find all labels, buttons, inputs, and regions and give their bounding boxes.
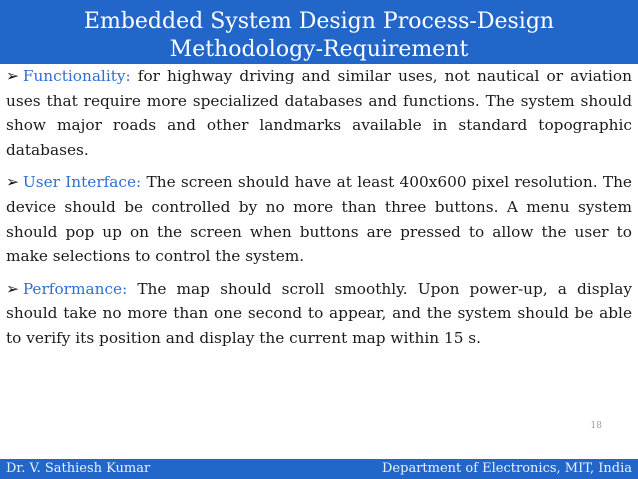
footer-bar xyxy=(0,459,638,479)
bullet-text: The map should scroll smoothly. Upon power-up, a display should take no more than one second to appear, and the system should be able to verify its position and display the current map within 15 s. xyxy=(6,279,632,347)
slide-title-line-2: Methodology-Requirement xyxy=(169,37,469,62)
slide-title xyxy=(0,8,638,64)
page-number: 18 xyxy=(590,421,602,431)
bullet-term: User Interface: xyxy=(22,173,142,192)
arrow-bullet-icon: ➢ xyxy=(6,67,19,85)
arrow-bullet-icon: ➢ xyxy=(6,279,19,298)
slide-content xyxy=(6,64,632,351)
title-bar xyxy=(0,0,638,64)
bullet-user-interface xyxy=(6,170,632,268)
bullet-text: The screen should have at least 400x600 pixel resolution. The device should be controlled by no more than three buttons. A menu system should pop up on the screen when buttons are pressed to allow the user to make selections to control the system. xyxy=(6,173,632,266)
bullet-text: for highway driving and similar uses, not nautical or aviation uses that require more specialized databases and functions. The system should show major roads and other landmarks available in standard topographic databases. xyxy=(6,67,632,159)
bullet-term: Performance: xyxy=(22,279,128,298)
bullet-performance xyxy=(6,277,632,351)
footer-author: Dr. V. Sathiesh Kumar xyxy=(6,461,151,476)
bullet-functionality xyxy=(6,64,632,162)
footer-department: Department of Electronics, MIT, India xyxy=(382,461,632,476)
arrow-bullet-icon: ➢ xyxy=(6,173,19,192)
slide-title-line-1: Embedded System Design Process-Design xyxy=(83,9,555,34)
bullet-term: Functionality: xyxy=(22,67,131,85)
